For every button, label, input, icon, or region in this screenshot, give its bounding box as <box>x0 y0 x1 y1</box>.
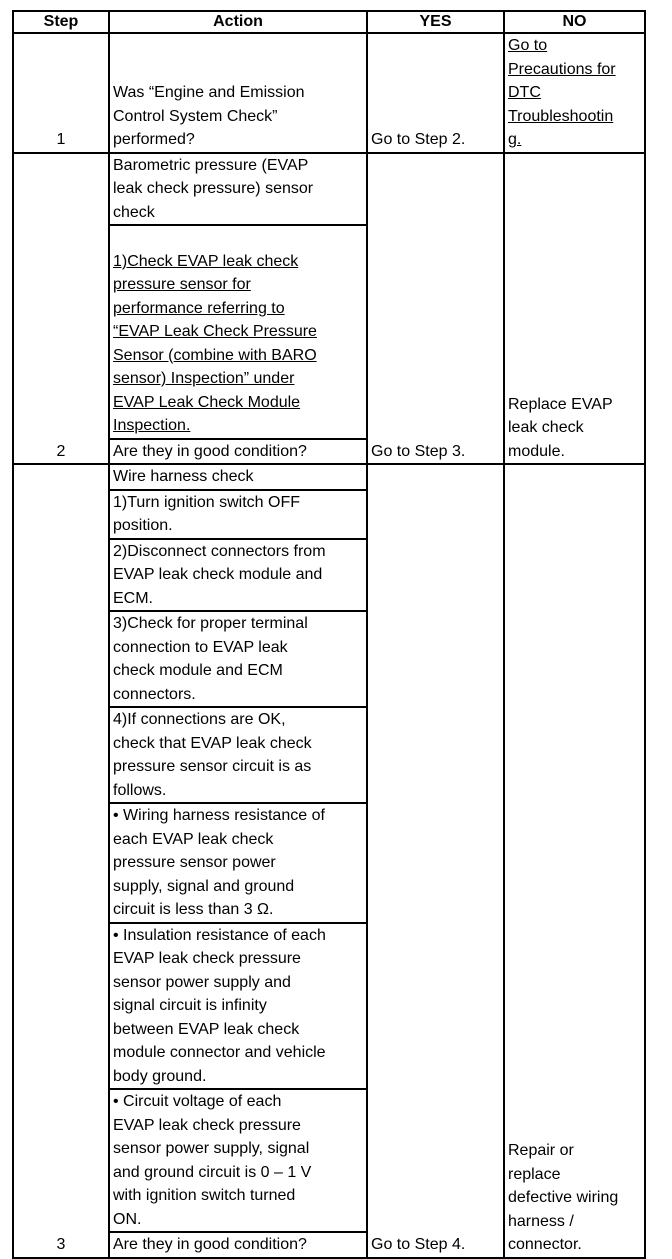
no-line: defective wiring <box>508 1189 619 1206</box>
action-block <box>110 802 366 922</box>
action-block <box>110 489 366 538</box>
action-question <box>110 1231 366 1257</box>
action-line: leak check pressure) sensor <box>113 180 314 197</box>
action-block <box>110 154 366 225</box>
action-line: check that EVAP leak check <box>113 734 312 752</box>
action-line: • Insulation resistance of each <box>113 926 326 944</box>
action-line: sensor power supply, signal <box>113 1140 310 1157</box>
yes-cell: Go to Step 4. <box>367 464 504 1258</box>
action-line: EVAP leak check pressure <box>113 950 301 967</box>
action-line: each EVAP leak check <box>113 830 274 848</box>
action-block <box>110 706 366 802</box>
header-action: Action <box>109 11 367 33</box>
action-line: Wire harness check <box>113 468 254 485</box>
action-line[interactable]: “EVAP Leak Check Pressure <box>113 323 317 340</box>
action-line: check <box>113 203 155 221</box>
action-line[interactable]: performance referring to <box>113 299 285 317</box>
header-step: Step <box>13 11 109 33</box>
action-line: 1)Turn ignition switch OFF <box>113 493 301 511</box>
step-number: 1 <box>13 33 109 153</box>
step-number: 3 <box>13 464 109 1258</box>
action-line: sensor power supply and <box>113 973 291 991</box>
troubleshooting-table <box>12 10 646 1259</box>
yes-cell: Go to Step 3. <box>367 153 504 465</box>
action-line[interactable]: Sensor (combine with BARO <box>113 346 317 364</box>
action-cell <box>109 33 367 153</box>
action-line: follows. <box>113 781 167 799</box>
action-line: between EVAP leak check <box>113 1020 300 1038</box>
action-line: Barometric pressure (EVAP <box>113 156 309 174</box>
action-line: EVAP leak check module and <box>113 566 323 583</box>
table-row <box>13 464 645 1258</box>
action-line: pressure sensor circuit is as <box>113 758 312 775</box>
action-line[interactable]: pressure sensor for <box>113 276 251 293</box>
action-cell <box>109 153 367 465</box>
action-line: signal circuit is infinity <box>113 997 267 1014</box>
action-block <box>110 1088 366 1231</box>
action-line: Are they in good condition? <box>113 442 307 460</box>
action-line: Control System Check” <box>113 107 278 125</box>
action-line[interactable]: Inspection. <box>113 417 191 434</box>
action-line: EVAP leak check pressure <box>113 1116 301 1134</box>
action-line: 2)Disconnect connectors from <box>113 542 326 560</box>
action-cell <box>109 464 367 1258</box>
action-line: connectors. <box>113 685 196 703</box>
action-line: Are they in good condition? <box>113 1236 307 1253</box>
no-line: Repair or <box>508 1142 574 1159</box>
header-yes: YES <box>367 11 504 33</box>
step-number: 2 <box>13 153 109 465</box>
action-block <box>110 465 366 489</box>
action-block <box>110 922 366 1089</box>
action-line: supply, signal and ground <box>113 877 295 895</box>
no-link-line[interactable]: g. <box>508 131 522 148</box>
no-cell <box>504 153 645 465</box>
action-line: check module and ECM <box>113 662 283 679</box>
action-line: module connector and vehicle <box>113 1044 326 1061</box>
action-line: performed? <box>113 131 195 148</box>
action-line: and ground circuit is 0 – 1 V <box>113 1163 312 1181</box>
no-line: replace <box>508 1165 561 1183</box>
table-row <box>13 33 645 153</box>
action-line: • Circuit voltage of each <box>113 1093 282 1110</box>
action-line: circuit is less than 3 Ω. <box>113 901 274 918</box>
no-line: harness / <box>508 1212 574 1230</box>
header-row <box>13 11 645 33</box>
action-line: connection to EVAP leak <box>113 638 288 656</box>
action-line: ON. <box>113 1210 142 1228</box>
action-line: with ignition switch turned <box>113 1187 296 1204</box>
no-cell <box>504 464 645 1258</box>
no-link-line[interactable]: Precautions for <box>508 60 616 78</box>
action-line[interactable]: sensor) Inspection” under <box>113 370 295 387</box>
action-line[interactable]: EVAP Leak Check Module <box>113 393 301 411</box>
action-block <box>110 538 366 611</box>
action-line: ECM. <box>113 589 153 607</box>
action-line: position. <box>113 517 173 534</box>
action-line: 3)Check for proper terminal <box>113 615 308 632</box>
header-no: NO <box>504 11 645 33</box>
no-link-line[interactable]: Troubleshootin <box>508 107 614 125</box>
no-link[interactable] <box>504 33 645 153</box>
no-line: module. <box>508 442 565 460</box>
action-line: pressure sensor power <box>113 854 276 871</box>
action-question <box>110 438 366 464</box>
reference-link[interactable] <box>110 224 366 438</box>
action-line[interactable]: 1)Check EVAP leak check <box>113 252 299 270</box>
no-line: Replace EVAP <box>508 395 613 413</box>
no-line: leak check <box>508 419 584 436</box>
no-line: connector. <box>508 1236 582 1253</box>
action-block <box>110 610 366 706</box>
action-line: • Wiring harness resistance of <box>113 807 325 824</box>
yes-cell: Go to Step 2. <box>367 33 504 153</box>
action-line: body ground. <box>113 1067 207 1085</box>
action-line: 4)If connections are OK, <box>113 711 286 728</box>
no-link-line[interactable]: Go to <box>508 37 548 54</box>
no-link-line[interactable]: DTC <box>508 84 541 101</box>
table-row <box>13 153 645 465</box>
action-line: Was “Engine and Emission <box>113 84 305 101</box>
